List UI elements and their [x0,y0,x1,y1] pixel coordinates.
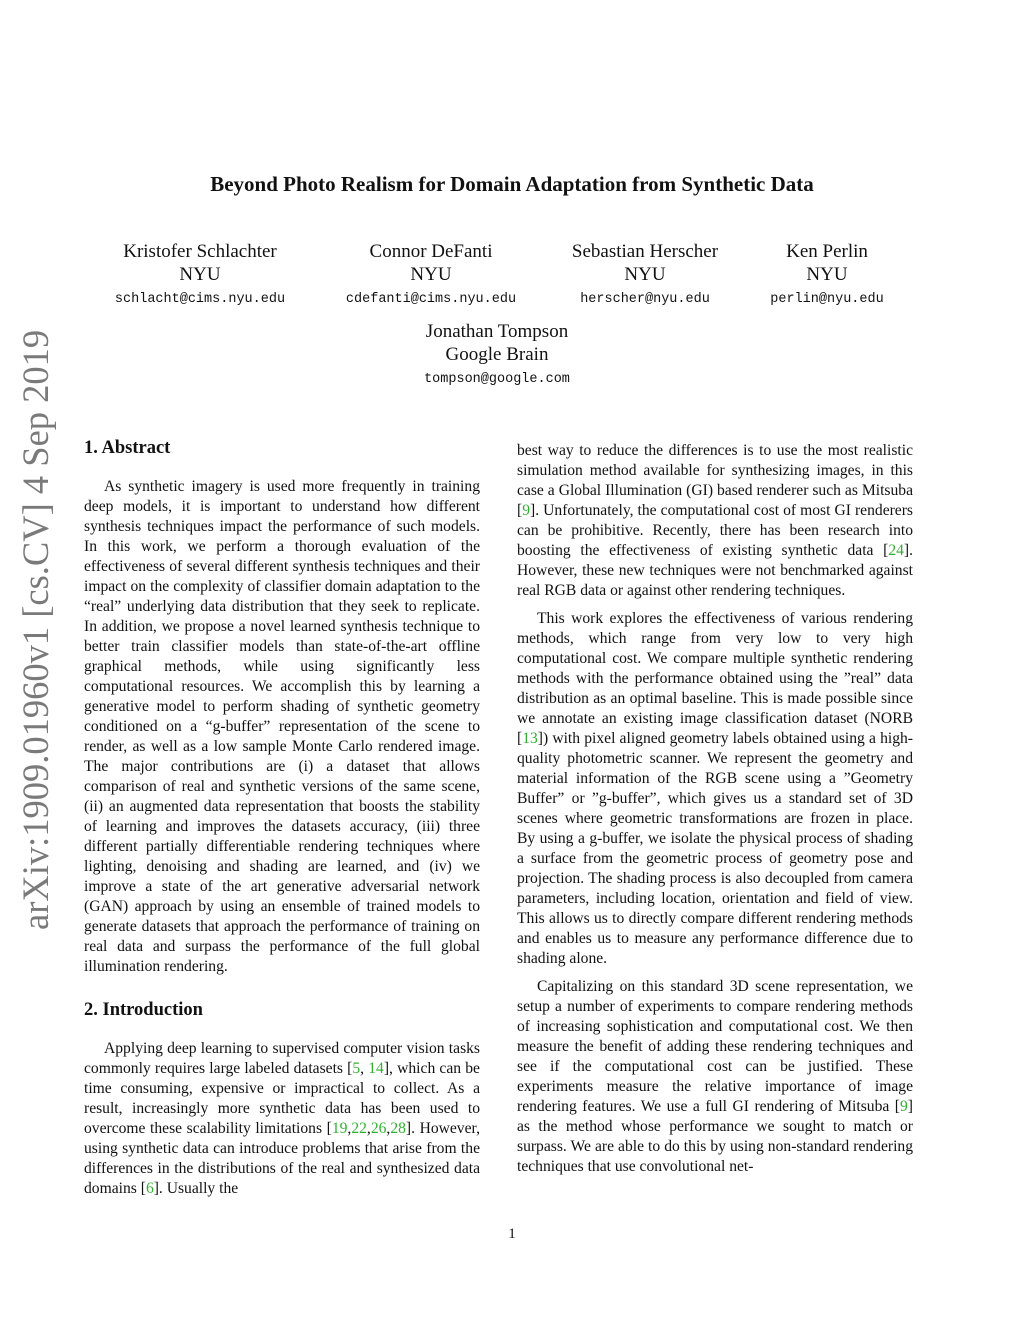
intro-paragraph-2 [517,609,913,969]
left-column [84,437,480,1207]
abstract-heading: 1. Abstract [84,438,171,458]
author-block [397,320,597,390]
text-run: Applying deep learning to supervised computer vision tasks commonly requires large labeled datasets [ [84,1040,480,1077]
author-name: Kristofer Schlachter [123,241,277,262]
author-name: Connor DeFanti [369,241,493,262]
arxiv-stamp: arXiv:1909.01960v1 [cs.CV] 4 Sep 2019 [15,329,56,930]
paper-title: Beyond Photo Realism for Domain Adaptation from Synthetic Data [210,172,814,196]
abstract-text: As synthetic imagery is used more frequently in training deep models, it is important to understand how different synthesis techniques impact the performance of such models. In this work, we perform a thorough evaluation of the effectiveness of several different synthesis techniques and their impact on the complexity of classifier domain adaptation to the “real” underlying data distribution that they seek to replicate. In addition, we propose a novel learned synthesis technique to better train classifier models than state-of-the-art offline graphical methods, while using significantly less computational resources. We accomplish this by learning a generative model to perform shading of synthetic geometry conditioned on a “g-buffer” representation of the scene to render, as well as a low sample Monte Carlo rendered image. The major contributions are (i) a dataset that allows comparison of real and synthetic versions of the same scene, (ii) an augmented data representation that boosts the stability of learning and improves the datasets accuracy, (iii) three different partially differentiable rendering techniques where lighting, denoising and shading are learned, and (iv) we improve a state of the art generative adversarial network (GAN) approach by using an ensemble of trained models to generate datasets that approach the performance of training on real data and surpass the performance of the full global illumination rendering. [84,478,480,975]
text-run: best way to reduce the differences is to use the most realistic simulation method available for synthesizing images, in this case a Global Illumination (GI) based renderer such as Mitsuba [ [517,442,913,519]
text-run: , [366,1120,371,1137]
citation-link[interactable]: 14 [368,1060,384,1077]
text-run: ] as the method whose performance we sought to match or surpass. We are able to do this by using non-standard rendering techniques that use convolutional net- [517,1098,913,1175]
author-affiliation: NYU [410,264,452,285]
text-run: ]) with pixel aligned geometry labels obtained using a high-quality photometric scanner. We represent the geometry and material information of the RGB scene using a ”Geometry Buffer” or ”g-buffer”, which gives us a standard set of 3D scenes where geometric transformations are frozen in place. By using a g-buffer, we isolate the physical process of shading a surface from the geometric process of geometry pose and projection. The shading process is also decoupled from camera parameters, including location, orientation and field of view. This allows us to directly compare different rendering methods and enables us to measure any performance difference due to shading alone. [517,730,913,967]
intro-paragraph-1-continued [517,441,913,601]
author-name: Ken Perlin [786,241,868,262]
text-run: ]. Unfortunately, the computational cost of most GI renderers can be prohibitive. Recently, there has been research into boosting the effectiveness of existing synthetic data [ [517,502,913,559]
text-run: ]. Usually the [153,1180,239,1197]
text-run: , [347,1120,352,1137]
author-email[interactable]: tompson@google.com [424,372,570,387]
text-run: , [386,1120,391,1137]
intro-paragraph-3 [517,977,913,1177]
citation-link[interactable]: 19 [331,1120,348,1137]
text-run: ]. However, using synthetic data can introduce problems that arise from the differences in the distributions of the real and synthesized data domains [ [84,1120,480,1197]
author-email[interactable]: herscher@nyu.edu [580,292,710,307]
citation-link[interactable]: 13 [522,730,538,747]
text-run: ], which can be time consuming, expensive or impractical to collect. As a result, increasingly more synthetic data has been used to overcome these scalability limitations [ [84,1060,480,1137]
citation-link[interactable]: 28 [390,1120,406,1137]
author-affiliation: Google Brain [445,344,549,365]
citation-link[interactable]: 9 [522,502,530,519]
author-block [100,240,300,310]
author-block [737,240,917,310]
citation-link[interactable]: 9 [900,1098,908,1115]
author-email[interactable]: schlacht@cims.nyu.edu [114,292,286,307]
author-block [545,240,745,310]
author-name: Sebastian Herscher [571,241,719,262]
citation-link[interactable]: 6 [145,1180,154,1197]
text-run: Capitalizing on this standard 3D scene representation, we setup a number of experiments to compare rendering methods of increasing sophistication and computational cost. We then measure the benefit of adding these rendering techniques and see if the computational cost can be justified. These experiments measure the relative importance of image rendering features. We use a full GI rendering of Mitsuba [ [517,978,913,1115]
author-block [331,240,531,310]
page-number: 1 [508,1226,516,1242]
citation-link[interactable]: 26 [370,1120,387,1137]
author-email[interactable]: perlin@nyu.edu [770,292,884,307]
text-run: , [360,1060,369,1077]
intro-paragraph-1 [84,1039,480,1199]
author-affiliation: NYU [179,264,221,285]
right-column [517,441,913,1185]
author-name: Jonathan Tompson [425,321,569,342]
text-run: ]. However, these new techniques were not benchmarked against real RGB data or against other rendering techniques. [517,542,913,599]
author-affiliation: NYU [806,264,848,285]
text-run: This work explores the effectiveness of various rendering methods, which range from very low to very high computational cost. We compare multiple synthetic rendering methods with the performance obtained using the ”real” data distribution as an optimal baseline. This is made possible since we annotate an existing image classification dataset (NORB [ [517,610,913,747]
introduction-heading: 2. Introduction [84,1000,203,1020]
citation-link[interactable]: 22 [351,1120,367,1137]
author-email[interactable]: cdefanti@cims.nyu.edu [345,292,517,307]
citation-link[interactable]: 24 [888,542,904,559]
author-affiliation: NYU [624,264,666,285]
citation-link[interactable]: 5 [352,1060,361,1077]
